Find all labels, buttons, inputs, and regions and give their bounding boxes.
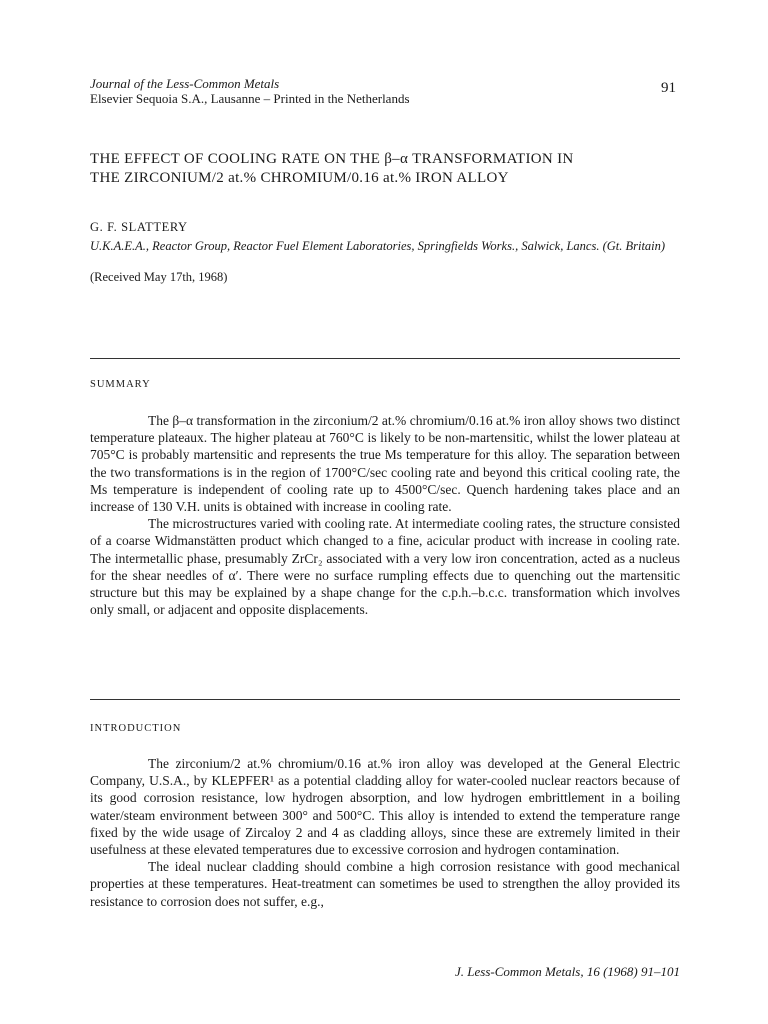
summary-paragraph: The β–α transformation in the zirconium/2 at.% chromium/0.16 at.% iron alloy shows two distinct temperature plateaux. The higher plateau at 760°C is likely to be non-martensitic, whilst the lower plateau at 705°C is probably martensitic and represents the true Ms temperature for this alloy. The separation between the two transformations is in the region of 1700°C/sec cooling rate and beyond this critical cooling rate, the Ms temperature is independent of cooling rate up to 4500°C/sec. Quench hardening takes place and an increase of 130 V.H. units is obtained with increase in cooling rate. xyxy=(90,413,680,515)
summary-paragraph: The microstructures varied with cooling rate. At intermediate cooling rates, the structure consisted of a coarse Widmanstätten product which changed to a fine, acicular product with increase in cooling rate. The intermetallic phase, presumably ZrCr₂ associated with a very low iron concentration, acted as a nucleus for the shear needles of α′. There were no surface rumpling effects due to quenching out the martensitic structure but this may be explained by a shape change for the c.p.h.–b.c.c. transformation which involves only small, or adjacent and opposite displacements. xyxy=(90,516,680,618)
introduction-heading: INTRODUCTION xyxy=(90,723,182,734)
author-name: G. F. SLATTERY xyxy=(90,220,188,234)
divider-rule xyxy=(90,699,680,700)
introduction-paragraph: The ideal nuclear cladding should combine a high corrosion resistance with good mechanical properties at these temperatures. Heat-treatment can sometimes be used to strengthen the alloy provided its resistance to corrosion does not suffer, e.g., xyxy=(90,859,680,909)
journal-header xyxy=(90,76,410,106)
publisher-line: Elsevier Sequoia S.A., Lausanne – Printed in the Netherlands xyxy=(90,91,410,106)
article-title xyxy=(90,150,690,188)
journal-name: Journal of the Less-Common Metals xyxy=(90,76,280,91)
author-affiliation: U.K.A.E.A., Reactor Group, Reactor Fuel Element Laboratories, Springfields Works., Salwick, Lancs. (Gt. Britain) xyxy=(90,239,666,253)
introduction-paragraph: The zirconium/2 at.% chromium/0.16 at.% iron alloy was developed at the General Electric Company, U.S.A., by KLEPFER¹ as a potential cladding alloy for water-cooled nuclear reactors because of its good corrosion resistance, low hydrogen absorption, and low hydrogen embrittlement in a boiling water/steam environment between 300° and 500°C. This alloy is intended to extend the temperature range fixed by the wide usage of Zircaloy 2 and 4 as cladding alloys, since these are extremely limited in their usefulness at these elevated temperatures due to excessive corrosion and hydrogen contamination. xyxy=(90,756,680,858)
received-date: (Received May 17th, 1968) xyxy=(90,270,228,284)
title-line-2: THE ZIRCONIUM/2 at.% CHROMIUM/0.16 at.% IRON ALLOY xyxy=(90,170,509,186)
divider-rule xyxy=(90,358,680,359)
summary-heading: SUMMARY xyxy=(90,379,151,390)
footer-citation: J. Less-Common Metals, 16 (1968) 91–101 xyxy=(455,964,680,979)
title-line-1: THE EFFECT OF COOLING RATE ON THE β–α TRANSFORMATION IN xyxy=(90,151,574,167)
summary-body xyxy=(90,412,680,618)
page-number: 91 xyxy=(661,80,676,96)
introduction-body xyxy=(90,755,680,910)
